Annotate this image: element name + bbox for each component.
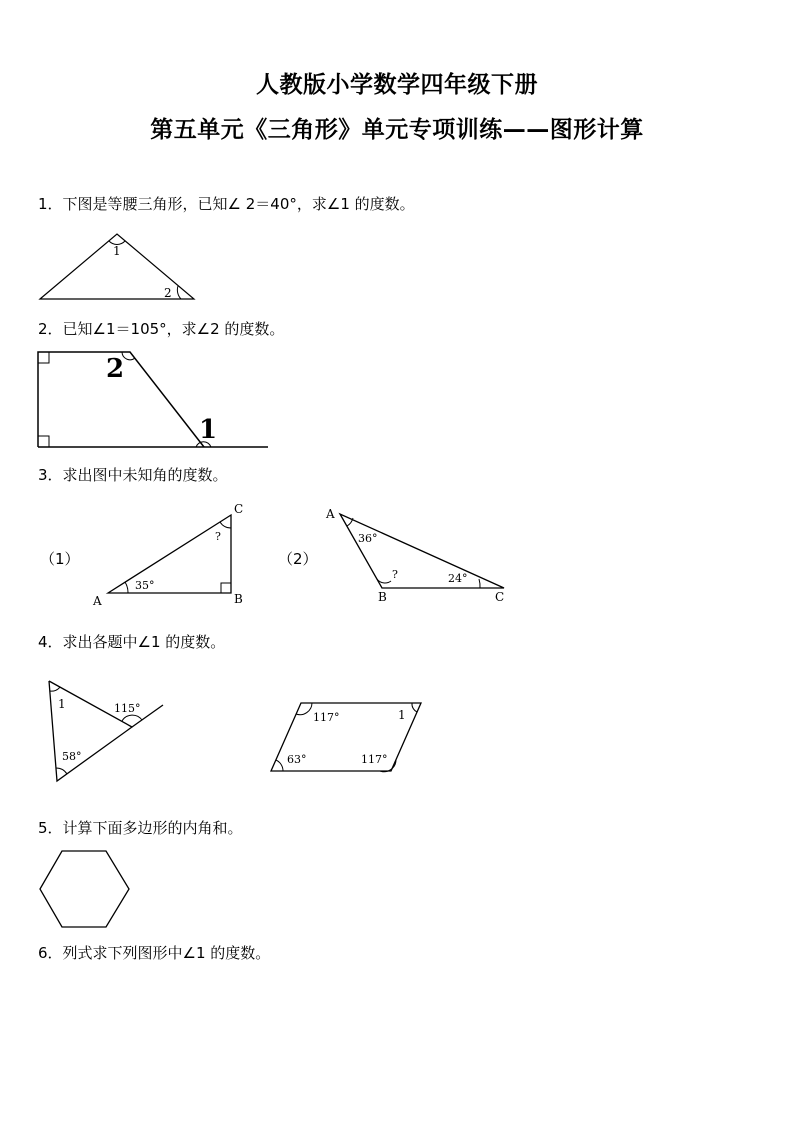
svg-text:A: A bbox=[93, 594, 102, 608]
part-1-label: （1） bbox=[40, 550, 80, 568]
triangle-exterior-angle-figure bbox=[40, 675, 170, 790]
angle-a-label: 35° bbox=[135, 579, 155, 592]
question-3-text: 3．求出图中未知角的度数。 bbox=[38, 466, 228, 484]
angle-b-label: ? bbox=[392, 568, 398, 581]
trapezoid-figure bbox=[30, 345, 280, 455]
bottom-left-angle-label: 63° bbox=[287, 753, 307, 766]
angle-a-label: 36° bbox=[358, 532, 378, 545]
parallelogram-figure bbox=[265, 695, 430, 780]
right-triangle-figure bbox=[90, 500, 260, 610]
question-2-text: 2．已知∠1＝105°，求∠2 的度数。 bbox=[38, 320, 285, 338]
question-6-text: 6．列式求下列图形中∠1 的度数。 bbox=[38, 944, 271, 962]
svg-text:B: B bbox=[234, 592, 243, 606]
svg-text:B: B bbox=[378, 590, 387, 604]
angle-1-label: 1 bbox=[398, 708, 406, 722]
question-4-text: 4．求出各题中∠1 的度数。 bbox=[38, 633, 226, 651]
angle-c-label: 24° bbox=[448, 572, 468, 585]
part-2-label: （2） bbox=[278, 550, 318, 568]
svg-text:C: C bbox=[234, 502, 244, 516]
hexagon-figure bbox=[35, 845, 135, 935]
svg-text:C: C bbox=[495, 590, 505, 604]
angle-2-label: 2 bbox=[106, 354, 125, 384]
bottom-angle-label: 58° bbox=[62, 750, 82, 763]
isosceles-triangle-figure bbox=[30, 225, 210, 310]
angle-1-label: 1 bbox=[58, 697, 66, 711]
svg-text:A: A bbox=[326, 507, 335, 521]
top-left-angle-label: 117° bbox=[313, 711, 340, 724]
page-subtitle: 第五单元《三角形》单元专项训练——图形计算 bbox=[150, 117, 644, 143]
obtuse-triangle-figure bbox=[320, 500, 520, 610]
angle-c-label: ? bbox=[215, 530, 221, 543]
exterior-angle-label: 115° bbox=[114, 702, 141, 715]
angle-2-label: 2 bbox=[164, 286, 172, 300]
bottom-right-angle-label: 117° bbox=[361, 753, 388, 766]
angle-1-label: 1 bbox=[113, 244, 121, 258]
page-title: 人教版小学数学四年级下册 bbox=[256, 72, 538, 98]
angle-1-label: 1 bbox=[199, 415, 218, 445]
question-5-text: 5．计算下面多边形的内角和。 bbox=[38, 819, 243, 837]
question-1-text: 1．下图是等腰三角形，已知∠ 2＝40°，求∠1 的度数。 bbox=[38, 195, 415, 213]
